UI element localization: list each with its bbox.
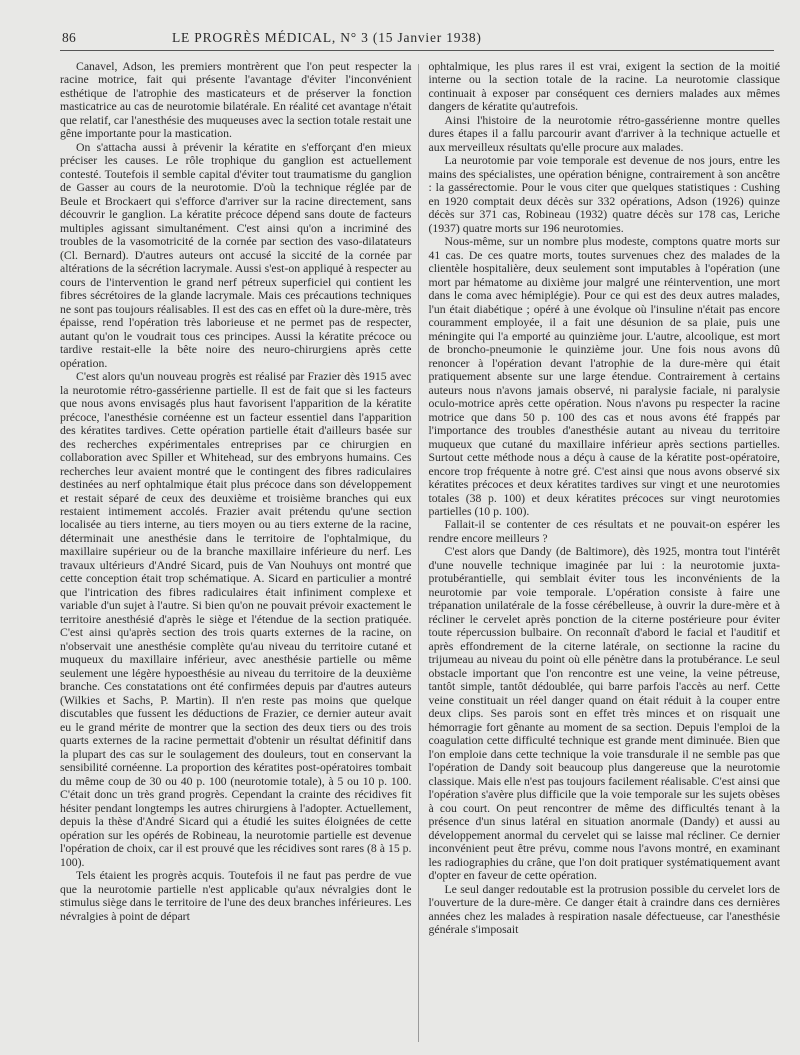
left-column [60, 60, 418, 1045]
paragraph: Ainsi l'histoire de la neurotomie rétro-gassérienne montre quelles dures étapes il a fallu parcourir avant d'arriver à la technique actuelle et aux merveilleux résultats qu'elle procure aux malades. [428, 113, 780, 154]
article-body [60, 60, 780, 1045]
paragraph: La neurotomie par voie temporale est devenue de nos jours, entre les mains des spécialistes, une opération bénigne, contrairement à son ancêtre : la gassérectomie. Pour le vous citer que quelques statistiques : Cushing en 1920 comptait deux décès sur 332 opérations, Adson (1926) quinze décès sur 371 cas, Robineau (1932) quatre décès sur 178 cas, Leriche (1937) quatre morts sur 196 neurotomies. [428, 154, 780, 235]
column-divider [418, 64, 419, 1042]
paragraph: Tels étaient les progrès acquis. Toutefois il ne faut pas perdre de vue que la neurotomie partielle n'est applicable qu'aux névralgies dont le stimulus siège dans le territoire de l'une des deux branches inférieures. Les névralgies à point de départ [60, 869, 412, 923]
page-header [62, 30, 772, 52]
paragraph: Le seul danger redoutable est la protrusion possible du cervelet lors de l'ouverture de la dure-mère. Ce danger était à craindre dans ces dernières années chez les malades à respiration nasale défectueuse, car l'anesthésie générale s'imposait [428, 882, 780, 936]
paragraph: On s'attacha aussi à prévenir la kératite en s'efforçant d'en mieux préciser les causes. Le rôle trophique du ganglion est actuellement contesté. Toutefois il semble capital d'éviter tout traumatisme du ganglion de Gasser au cours de la neurotomie. D'où la technique réglée par de Beule et Brockaert qui s'efforce d'arriver sur la racine directement, sans découvrir le ganglion. La kératite précoce dépend sans doute de facteurs multiples agissant simultanément. C'est ainsi qu'on a incriminé des troubles de la vasomotricité de la cornée par section des vaso-dilatateurs (Cl. Bernard). D'autres auteurs ont accusé la siccité de la cornée par altérations de la sécrétion lacrymale. Aussi s'est-on appliqué à respecter au cours de l'intervention le grand nerf pétreux superficiel qui contient les fibres sécrétoires de la glande lacrymale. Mais ces précautions techniques ne sont pas toujours réalisables. Il est des cas en effet où la dure-mère, très épaisse, rend l'opération très laborieuse et ne permet pas de respecter, autant qu'on le voudrait tous ces principes. Aussi la kératite précoce ou tardive restait-elle la bête noire des neuro-chirurgiens après cette opération. [60, 140, 412, 370]
paragraph: Nous-même, sur un nombre plus modeste, comptons quatre morts sur 41 cas. De ces quatre morts, toutes survenues chez des malades de la clientèle hospitalière, deux seulement sont imputables à l'opération (une mort par hématome au dixième jour malgré une réintervention, une mort dans le coma avec hémiplégie). Pour ce qui est des deux autres malades, l'un était diabétique ; opéré à une évolque où l'insuline n'était pas encore couramment employée, il a fait une désunion de sa plaie, puis une méningite qui l'a emporté au quinzième jour. L'autre, alcoolique, est mort de broncho-pneumonie le quinzième jour. Une fois nous avons dû renoncer à l'opération devant l'atrophie de la dure-mère qui était pratiquement absente sur une large étendue. Contrairement à certains auteurs nous n'avons jamais observé, ni paralysie faciale, ni paralysie oculo-motrice après cette opération. Nous n'avons pu respecter la racine motrice que dans 50 p. 100 des cas et nous avons été frappés par l'importance des troubles d'anesthésie autant au niveau du territoire muqueux que cutané du maxillaire inférieur après sections partielles. Surtout cette méthode nous a déçu à cause de la kératite post-opératoire, encore trop fréquente à notre gré. C'est ainsi que nous avons observé six kératites précoces et deux kératites tardives sur vingt et une neurotomies totales (38 p. 100) et deux kératites précoces sur vingt neurotomies partielles (10 p. 100). [428, 235, 780, 518]
paragraph: Canavel, Adson, les premiers montrèrent que l'on peut respecter la racine motrice, fait qui présente l'avantage d'éviter l'inconvénient esthétique de l'atrophie des masticateurs et de préserver la fonction masticatrice au cas de neurotomie bilatérale. En réalité cet avantage n'était que relatif, car l'anesthésie des muqueuses avec la section totale restait une gêne importante pour la mastication. [60, 60, 412, 141]
paragraph-continuation: ophtalmique, les plus rares il est vrai, exigent la section de la moitié interne ou la section totale de la racine. La neurotomie classique continuait à exposer par conséquent ces derniers malades aux mêmes dangers de kératite qu'autrefois. [428, 60, 780, 114]
header-rule [60, 50, 774, 51]
right-column [425, 60, 781, 1045]
paragraph: Fallait-il se contenter de ces résultats et ne pouvait-on espérer les rendre encore meilleurs ? [428, 518, 780, 545]
page-number: 86 [62, 30, 76, 45]
paragraph: C'est alors que Dandy (de Baltimore), dès 1925, montra tout l'intérêt d'une nouvelle technique imaginée par lui : la neurotomie juxta-protubérantielle, qui semblait éviter tous les inconvénients de la neurotomie par voie temporale. L'opération consiste à faire une trépanation unilatérale de la fosse cérébelleuse, à ouvrir la dure-mère et à récliner le cervelet après ponction de la citerne postérieure pour éviter toute répercussion bulbaire. On reconnaît d'abord le facial et l'auditif et après effondrement de la citerne latérale, on sectionne la racine du trijumeau au niveau du point où elle pénètre dans la protubérance. Le seul obstacle important que l'on rencontre est une veine, la veine pétreuse, tantôt simple, tantôt dédoublée, qui barre parfois l'accès au nerf. Cette veine constituait un réel danger quand on était réduit à la couper entre deux clips. Ses parois sont en effet très minces et on risquait une hémorragie fort gênante au moment de sa section. Depuis l'emploi de la coagulation cette difficulté technique est grande ment diminuée. Bien que l'on emploie dans cette technique la voie transdurale il ne semble pas que l'opération de Dandy soit beaucoup plus dangereuse que la neurotomie classique. Mais elle n'est pas toujours facilement réalisable. C'est ainsi que l'opération s'avère plus difficile que la voie temporale sur les sujets obèses à cou court. On peut rencontrer de même des difficultés tenant à la présence d'un sinus latéral en situation anormale (Dandy) et aussi au développement anormal du cervelet qui se laisse mal récliner. Ce dernier inconvénient peut être prévu, comme nous l'avons montré, en examinant les radiographies du crâne, que l'on doit pratiquer systématiquement avant d'opter en faveur de cette opération. [428, 545, 780, 883]
paragraph: C'est alors qu'un nouveau progrès est réalisé par Frazier dès 1915 avec la neurotomie rétro-gassérienne partielle. Il est de fait que si les facteurs que nous avons envisagés plus haut favorisent l'apparition de la kératite précoce, l'anesthésie cornéenne est un facteur essentiel dans l'apparition des kératites tardives. Cette opération partielle était d'ailleurs basée sur des recherches expérimentales entreprises par ce chirurgien en collaboration avec Spiller et Whitehead, sur des embryons humains. Ces recherches leur avaient montré que le contingent des fibres radiculaires destinées au nerf ophtalmique était plus précoce dans son développement et restait séparé de ceux des deuxième et troisième branches qui eux restaient intimement accolés. Frazier avait prétendu qu'une section localisée au tiers interne, au tiers moyen ou au tiers externe de la racine, déterminait une anesthésie dans le territoire de l'ophtalmique, du maxillaire supérieur ou de la branche maxillaire inférieure du nerf. Les travaux ultérieurs d'André Sicard, puis de Van Nouhuys ont montré que cette conception était trop schématique. A. Sicard en particulier a montré que l'intrication des fibres radiculaires était infiniment complexe et variable d'un sujet à l'autre. Si bien qu'on ne pouvait prévoir exactement le territoire anesthésié d'après le siège et l'étendue de la section pratiquée. C'est ainsi qu'après section des trois quarts externes de la racine, on n'observait une anesthésie complète qu'au niveau du territoire cutané et muqueux du maxillaire inférieur, avec anesthésie partielle ou même seulement une légère hypoesthésie au niveau du territoire de la deuxième branche. Ces constatations ont été confirmées depuis par d'autres auteurs (Wilkies et Sachs, P. Martin). Il n'en reste pas moins que quelque discutables que fussent les déductions de Frazier, ce dernier auteur avait eu le grand mérite de montrer que la section des deux tiers ou des trois quarts externes de la racine permettait d'obtenir un résultat définitif dans la plupart des cas sur le soulagement des douleurs, tout en conservant la sensibilité cornéenne. La proportion des kératites post-opératoires tombait du même coup de 30 ou 40 p. 100 (neurotomie totale), à 5 ou 10 p. 100. C'était donc un très grand progrès. Cependant la crainte des récidives fit hésiter pendant longtemps les autres chirurgiens à l'adopter. Actuellement, depuis la thèse d'André Sicard qui a étudié les suites éloignées de cette opération sur les opérés de Robineau, la neurotomie partielle est devenue l'opération de choix, car il est prouvé que les récidives sont rares (8 à 15 p. 100). [60, 370, 412, 869]
running-title: LE PROGRÈS MÉDICAL, N° 3 (15 Janvier 1938) [172, 30, 482, 45]
